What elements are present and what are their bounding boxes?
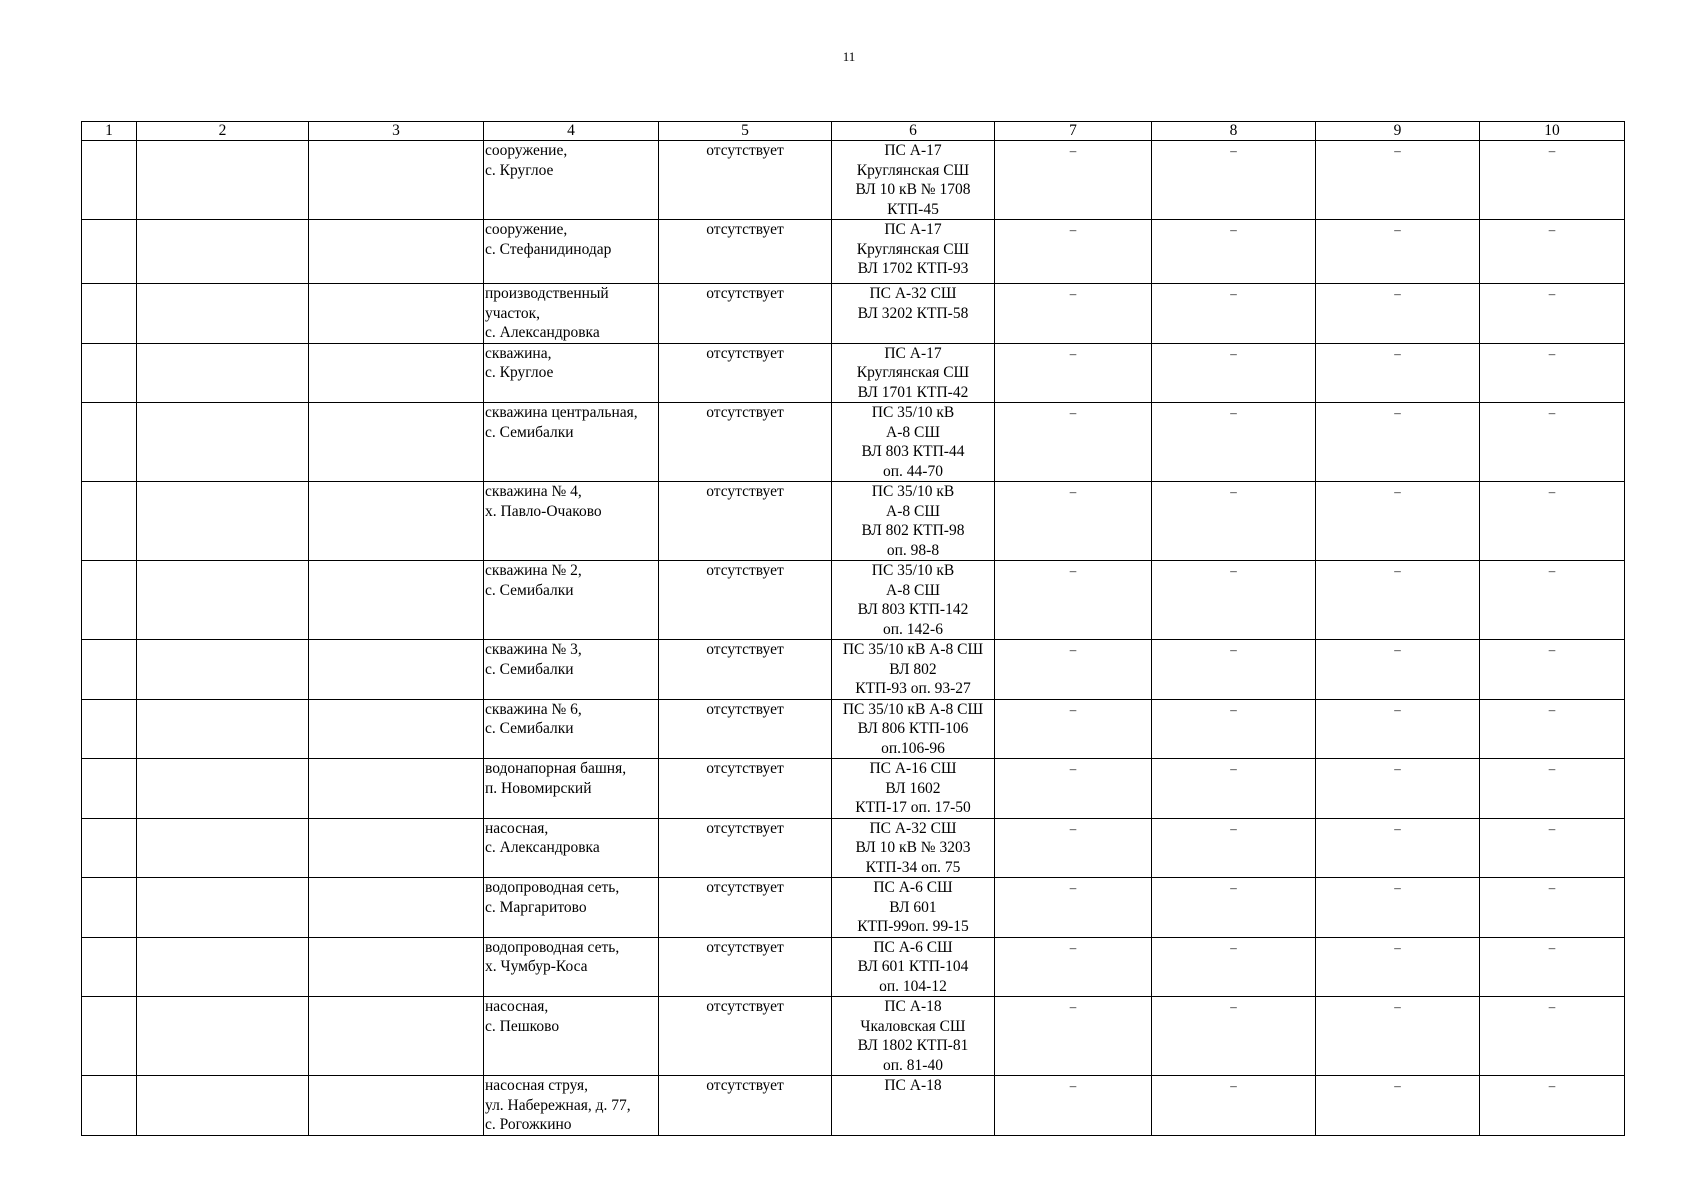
cell-col2 <box>137 482 309 561</box>
cell-object <box>484 759 659 819</box>
cell-c10: – <box>1480 220 1625 284</box>
cell-object <box>484 937 659 997</box>
cell-c9: – <box>1316 818 1480 878</box>
cell-col3 <box>309 403 484 482</box>
source-line: ПС А-18 <box>884 1077 942 1094</box>
table-row <box>82 699 1625 759</box>
table-row <box>82 220 1625 284</box>
cell-col1 <box>82 878 137 938</box>
cell-object <box>484 997 659 1076</box>
cell-col5: отсутствует <box>659 699 832 759</box>
source-line: КТП-99оп. 99-15 <box>857 918 969 935</box>
source-line: ВЛ 802 КТП-98 <box>861 522 965 539</box>
column-header: 8 <box>1152 122 1316 141</box>
object-line: с. Пешково <box>485 1017 560 1035</box>
cell-c8: – <box>1152 220 1316 284</box>
cell-c8: – <box>1152 561 1316 640</box>
column-header: 7 <box>995 122 1152 141</box>
cell-c9: – <box>1316 561 1480 640</box>
object-line: с. Александровка <box>485 324 600 341</box>
cell-c9: – <box>1316 284 1480 344</box>
cell-col3 <box>309 640 484 700</box>
source-line: оп. 104-12 <box>879 977 947 995</box>
cell-col5: отсутствует <box>659 1076 832 1136</box>
table-row <box>82 878 1625 938</box>
cell-col2 <box>137 343 309 403</box>
cell-col5: отсутствует <box>659 937 832 997</box>
table-row <box>82 997 1625 1076</box>
cell-source <box>832 640 995 700</box>
table-body <box>82 141 1625 1136</box>
cell-object <box>484 561 659 640</box>
cell-c10: – <box>1480 937 1625 997</box>
cell-c9: – <box>1316 878 1480 938</box>
source-line: ВЛ 3202 КТП-58 <box>857 304 969 322</box>
cell-c7: – <box>995 343 1152 403</box>
cell-col3 <box>309 878 484 938</box>
cell-col1 <box>82 937 137 997</box>
source-line: КТП-93 оп. 93-27 <box>855 680 971 697</box>
cell-c9: – <box>1316 343 1480 403</box>
cell-c10: – <box>1480 284 1625 344</box>
cell-col3 <box>309 937 484 997</box>
column-header: 4 <box>484 122 659 141</box>
source-line: ПС А-32 СШ <box>869 285 957 302</box>
object-line: ул. Набережная, д. 77, <box>485 1096 631 1114</box>
cell-c8: – <box>1152 403 1316 482</box>
column-header: 2 <box>137 122 309 141</box>
cell-c10: – <box>1480 640 1625 700</box>
cell-c9: – <box>1316 482 1480 561</box>
source-line: оп. 98-8 <box>886 541 940 559</box>
cell-col5: отсутствует <box>659 640 832 700</box>
cell-c8: – <box>1152 997 1316 1076</box>
cell-source <box>832 1076 995 1136</box>
source-line: оп.106-96 <box>881 739 945 757</box>
cell-object <box>484 343 659 403</box>
cell-c7: – <box>995 937 1152 997</box>
source-line: ПС 35/10 кВ <box>871 404 955 421</box>
table-row <box>82 937 1625 997</box>
cell-col5: отсутствует <box>659 878 832 938</box>
cell-col1 <box>82 759 137 819</box>
cell-col3 <box>309 343 484 403</box>
source-line: КТП-17 оп. 17-50 <box>855 799 971 816</box>
source-line: ПС 35/10 кВ <box>871 483 955 500</box>
cell-c10: – <box>1480 997 1625 1076</box>
source-line: ВЛ 10 кВ № 1708 <box>855 181 971 198</box>
object-line: участок, <box>485 304 541 322</box>
object-line: насосная струя, <box>485 1077 589 1094</box>
column-header: 9 <box>1316 122 1480 141</box>
object-line: водонапорная башня, <box>485 760 627 777</box>
cell-c8: – <box>1152 878 1316 938</box>
cell-col3 <box>309 220 484 284</box>
cell-object <box>484 699 659 759</box>
source-line: ПС А-16 СШ <box>869 760 957 777</box>
object-line: скважина № 2, <box>485 562 582 579</box>
cell-col2 <box>137 284 309 344</box>
cell-source <box>832 220 995 284</box>
cell-col2 <box>137 141 309 220</box>
cell-c9: – <box>1316 403 1480 482</box>
cell-object <box>484 220 659 284</box>
object-line: скважина, <box>485 344 552 362</box>
cell-c8: – <box>1152 482 1316 561</box>
cell-col3 <box>309 141 484 220</box>
cell-col1 <box>82 640 137 700</box>
cell-col5: отсутствует <box>659 759 832 819</box>
source-line: ПС 35/10 кВ А-8 СШ <box>842 641 984 658</box>
table-row <box>82 818 1625 878</box>
object-line: с. Александровка <box>485 839 600 856</box>
cell-col1 <box>82 284 137 344</box>
cell-source <box>832 878 995 938</box>
cell-source <box>832 403 995 482</box>
cell-c9: – <box>1316 1076 1480 1136</box>
cell-c9: – <box>1316 759 1480 819</box>
cell-c10: – <box>1480 141 1625 220</box>
cell-col3 <box>309 482 484 561</box>
column-header: 1 <box>82 122 137 141</box>
cell-col1 <box>82 818 137 878</box>
source-line: Круглянская СШ <box>856 161 970 179</box>
cell-object <box>484 482 659 561</box>
cell-c8: – <box>1152 1076 1316 1136</box>
object-line: с. Рогожкино <box>485 1116 572 1133</box>
cell-c9: – <box>1316 937 1480 997</box>
cell-source <box>832 818 995 878</box>
cell-c7: – <box>995 878 1152 938</box>
cell-source <box>832 141 995 220</box>
cell-col5: отсутствует <box>659 403 832 482</box>
source-line: ВЛ 601 <box>889 898 937 916</box>
cell-c7: – <box>995 284 1152 344</box>
cell-object <box>484 141 659 220</box>
source-line: Круглянская СШ <box>856 240 970 258</box>
source-line: ВЛ 601 КТП-104 <box>857 958 969 975</box>
source-line: ПС А-17 <box>884 344 942 362</box>
source-line: ВЛ 802 <box>889 660 937 678</box>
cell-c7: – <box>995 141 1152 220</box>
object-line: с. Круглое <box>485 161 554 179</box>
cell-c8: – <box>1152 343 1316 403</box>
table-row <box>82 482 1625 561</box>
cell-c7: – <box>995 220 1152 284</box>
cell-c7: – <box>995 759 1152 819</box>
cell-c10: – <box>1480 482 1625 561</box>
source-line: А-8 СШ <box>886 423 940 441</box>
cell-col3 <box>309 699 484 759</box>
cell-c10: – <box>1480 878 1625 938</box>
cell-c9: – <box>1316 220 1480 284</box>
cell-col3 <box>309 284 484 344</box>
column-header: 6 <box>832 122 995 141</box>
cell-c10: – <box>1480 699 1625 759</box>
object-line: водопроводная сеть, <box>485 938 620 956</box>
cell-c9: – <box>1316 141 1480 220</box>
cell-col1 <box>82 561 137 640</box>
cell-col3 <box>309 759 484 819</box>
source-line: Круглянская СШ <box>856 364 970 381</box>
object-line: сооружение, <box>485 142 568 159</box>
cell-c8: – <box>1152 640 1316 700</box>
source-line: А-8 СШ <box>886 581 940 599</box>
cell-col3 <box>309 997 484 1076</box>
cell-c8: – <box>1152 759 1316 819</box>
cell-col1 <box>82 403 137 482</box>
source-line: А-8 СШ <box>886 502 940 520</box>
cell-col1 <box>82 482 137 561</box>
source-line: ВЛ 10 кВ № 3203 <box>855 839 971 856</box>
source-line: ПС А-17 <box>884 221 942 238</box>
object-line: с. Семибалки <box>485 720 574 737</box>
cell-c7: – <box>995 482 1152 561</box>
object-line: водопроводная сеть, <box>485 879 620 896</box>
table-row <box>82 640 1625 700</box>
object-line: с. Семибалки <box>485 581 574 599</box>
cell-col2 <box>137 878 309 938</box>
cell-col1 <box>82 699 137 759</box>
object-line: производственный <box>485 285 609 302</box>
cell-source <box>832 759 995 819</box>
cell-col2 <box>137 937 309 997</box>
cell-col2 <box>137 699 309 759</box>
cell-source <box>832 699 995 759</box>
table-row <box>82 1076 1625 1136</box>
cell-col3 <box>309 1076 484 1136</box>
cell-col5: отсутствует <box>659 284 832 344</box>
source-line: ВЛ 1701 КТП-42 <box>857 383 969 401</box>
cell-c9: – <box>1316 699 1480 759</box>
cell-source <box>832 561 995 640</box>
source-line: ВЛ 803 КТП-44 <box>861 443 965 460</box>
table-row <box>82 561 1625 640</box>
cell-col1 <box>82 141 137 220</box>
cell-col3 <box>309 818 484 878</box>
cell-col1 <box>82 997 137 1076</box>
cell-col2 <box>137 818 309 878</box>
column-header: 5 <box>659 122 832 141</box>
source-line: ПС А-6 СШ <box>873 879 953 896</box>
table-row <box>82 141 1625 220</box>
cell-c7: – <box>995 818 1152 878</box>
cell-c7: – <box>995 997 1152 1076</box>
cell-col5: отсутствует <box>659 997 832 1076</box>
table-header <box>82 122 1625 141</box>
cell-c8: – <box>1152 937 1316 997</box>
source-line: ВЛ 806 КТП-106 <box>857 720 969 737</box>
cell-col1 <box>82 1076 137 1136</box>
cell-object <box>484 818 659 878</box>
source-line: ВЛ 1702 КТП-93 <box>857 260 969 277</box>
object-line: скважина № 4, <box>485 483 582 500</box>
cell-c7: – <box>995 699 1152 759</box>
object-line: скважина центральная, <box>485 404 638 421</box>
object-line: с. Семибалки <box>485 660 574 678</box>
source-line: оп. 81-40 <box>883 1056 943 1074</box>
cell-object <box>484 1076 659 1136</box>
column-header: 3 <box>309 122 484 141</box>
object-line: сооружение, <box>485 221 568 238</box>
cell-c7: – <box>995 403 1152 482</box>
cell-source <box>832 482 995 561</box>
cell-col2 <box>137 561 309 640</box>
source-line: КТП-45 <box>887 200 939 218</box>
page-number: 11 <box>842 49 856 64</box>
cell-c10: – <box>1480 759 1625 819</box>
cell-col1 <box>82 343 137 403</box>
cell-col5: отсутствует <box>659 818 832 878</box>
cell-col2 <box>137 759 309 819</box>
cell-c10: – <box>1480 1076 1625 1136</box>
object-line: насосная, <box>485 819 549 837</box>
object-line: скважина № 6, <box>485 700 582 718</box>
source-line: оп. 44-70 <box>883 462 943 480</box>
cell-object <box>484 403 659 482</box>
cell-c8: – <box>1152 284 1316 344</box>
cell-c10: – <box>1480 343 1625 403</box>
object-line: с. Семибалки <box>485 423 574 441</box>
source-line: КТП-34 оп. 75 <box>865 858 961 876</box>
source-line: ПС А-18 <box>884 998 942 1015</box>
cell-col1 <box>82 220 137 284</box>
data-table <box>81 121 1625 1136</box>
source-line: оп. 142-6 <box>883 620 943 638</box>
cell-c8: – <box>1152 818 1316 878</box>
cell-object <box>484 640 659 700</box>
cell-c10: – <box>1480 818 1625 878</box>
cell-source <box>832 343 995 403</box>
cell-object <box>484 284 659 344</box>
source-line: ПС 35/10 кВ А-8 СШ <box>842 700 984 718</box>
cell-c9: – <box>1316 997 1480 1076</box>
table-row <box>82 403 1625 482</box>
source-line: ПС А-6 СШ <box>873 938 953 956</box>
cell-object <box>484 878 659 938</box>
source-line: ВЛ 1602 <box>885 779 941 797</box>
cell-c7: – <box>995 640 1152 700</box>
source-line: ПС А-17 <box>884 142 942 159</box>
cell-col2 <box>137 1076 309 1136</box>
cell-col2 <box>137 997 309 1076</box>
cell-col5: отсутствует <box>659 482 832 561</box>
object-line: скважина № 3, <box>485 641 582 658</box>
cell-col5: отсутствует <box>659 141 832 220</box>
cell-col5: отсутствует <box>659 220 832 284</box>
object-line: п. Новомирский <box>485 779 592 797</box>
cell-col3 <box>309 561 484 640</box>
source-line: ВЛ 803 КТП-142 <box>857 601 969 618</box>
cell-c10: – <box>1480 403 1625 482</box>
cell-c8: – <box>1152 699 1316 759</box>
cell-c9: – <box>1316 640 1480 700</box>
cell-col2 <box>137 403 309 482</box>
cell-c10: – <box>1480 561 1625 640</box>
cell-col5: отсутствует <box>659 561 832 640</box>
object-line: насосная, <box>485 998 549 1015</box>
cell-col5: отсутствует <box>659 343 832 403</box>
object-line: с. Стефанидинодар <box>485 240 612 258</box>
cell-source <box>832 937 995 997</box>
object-line: х. Павло-Очаково <box>485 502 602 520</box>
cell-source <box>832 997 995 1076</box>
object-line: с. Маргаритово <box>485 898 587 916</box>
column-header: 10 <box>1480 122 1625 141</box>
table-row <box>82 284 1625 344</box>
cell-c8: – <box>1152 141 1316 220</box>
header-row <box>82 122 1625 141</box>
table-row <box>82 343 1625 403</box>
object-line: х. Чумбур-Коса <box>485 958 588 975</box>
source-line: ВЛ 1802 КТП-81 <box>857 1037 969 1054</box>
cell-c7: – <box>995 1076 1152 1136</box>
cell-col2 <box>137 220 309 284</box>
cell-col2 <box>137 640 309 700</box>
table-row <box>82 759 1625 819</box>
object-line: с. Круглое <box>485 364 554 381</box>
cell-source <box>832 284 995 344</box>
source-line: Чкаловская СШ <box>860 1017 966 1035</box>
source-line: ПС А-32 СШ <box>869 819 957 837</box>
source-line: ПС 35/10 кВ <box>871 562 955 579</box>
cell-c7: – <box>995 561 1152 640</box>
